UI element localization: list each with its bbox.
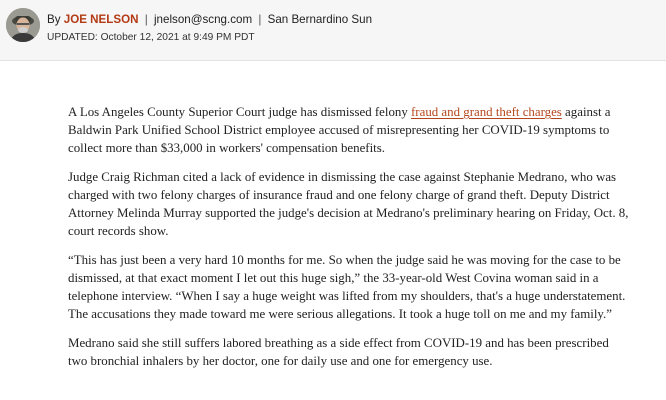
article-paragraph: “This has just been a very hard 10 months for me. So when the judge said he was moving for the case to be dismissed, at that exact moment I let out this huge sigh,” the 33-year-old West Covina woman said in a telephone interview. “When I say a huge weight was lifted from my shoulders, that's a huge understatement. The accusations they made toward me were serious allegations. It took a huge toll on me and my family.” [68,253,626,321]
article-body [68,100,630,378]
paragraph-text: against a Baldwin Park Unified School District employee accused of misrepresenting her COVID-19 symptoms to collect more than $33,000 in workers' compensation benefits. [68,105,611,155]
byline-prefix: By [47,13,61,26]
updated-timestamp: UPDATED: October 12, 2021 at 9:49 PM PDT [47,32,255,43]
paragraph-text: A Los Angeles County Superior Court judge has dismissed felony [68,105,412,119]
byline-bar [0,0,666,61]
article-paragraph: Judge Craig Richman cited a lack of evidence in dismissing the case against Stephanie Medrano, who was charged with two felony charges of insurance fraud and one felony charge of grand theft. Deputy District Attorney Melinda Murray supported the judge's decision at Medrano's preliminary hearing on Friday, Oct. 8, court records show. [68,170,629,238]
author-name-link[interactable]: JOE NELSON [63,13,139,26]
publication-name: San Bernardino Sun [267,13,373,26]
article-paragraph: Medrano said she still suffers labored breathing as a side effect from COVID-19 and has been prescribed two bronchial inhalers by her doctor, one for daily use and one for emergency use. [68,336,609,368]
charges-link[interactable]: fraud and grand theft charges [411,105,562,119]
author-email[interactable]: jnelson@scng.com [153,13,253,26]
byline [47,13,372,26]
byline-separator: | [144,13,148,26]
author-headshot-icon [6,8,40,42]
author-avatar[interactable] [6,8,40,42]
byline-separator: | [258,13,262,26]
article-paragraph [68,103,630,157]
